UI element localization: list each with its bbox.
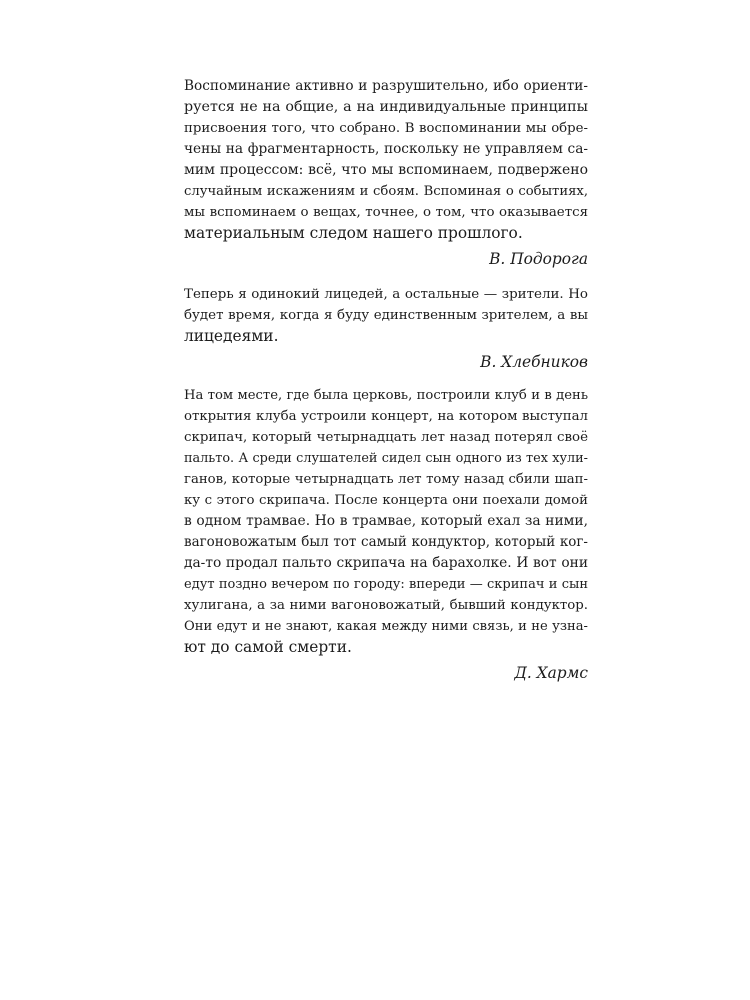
epigraph-line: ют до самой смерти. bbox=[184, 638, 352, 656]
epigraph-line: Теперь я одинокий лицедей, а остальные — зрители. Но bbox=[184, 287, 588, 302]
epigraph-line: лицедеями. bbox=[184, 327, 279, 345]
epigraph-line: ку с этого скрипача. После концерта они поехали домой bbox=[184, 493, 588, 508]
epigraph-line: пальто. А среди слушателей сидел сын одного из тех хули- bbox=[184, 451, 588, 466]
epigraph-line: будет время, когда я буду единственным зрителем, а вы bbox=[184, 308, 588, 323]
epigraph-podoroga bbox=[184, 76, 588, 270]
epigraph-line: материальным следом нашего прошлого. bbox=[184, 224, 523, 242]
epigraph-line: чены на фрагментарность, поскольку не управляем са- bbox=[184, 141, 588, 157]
epigraph-line: Воспоминание активно и разрушительно, ибо ориенти- bbox=[184, 78, 588, 94]
epigraph-author: Д. Хармс bbox=[514, 664, 588, 682]
epigraph-line: мы вспоминаем о вещах, точнее, о том, что оказывается bbox=[184, 205, 588, 220]
epigraph-author: В. Хлебников bbox=[480, 353, 588, 371]
epigraph-line: На том месте, где была церковь, построили клуб и в день bbox=[184, 388, 588, 403]
epigraph-line: ганов, которые четырнадцать лет тому назад сбили шап- bbox=[184, 472, 588, 487]
epigraph-line: да-то продал пальто скрипача на барахолке. И вот они bbox=[184, 555, 588, 571]
epigraph-line: в одном трамвае. Но в трамвае, который ехал за ними, bbox=[184, 513, 588, 529]
epigraph-line: вагоновожатым был тот самый кондуктор, который ког- bbox=[184, 534, 588, 550]
epigraph-line: мим процессом: всё, что мы вспоминаем, подвержено bbox=[184, 162, 588, 178]
epigraph-line: присвоения того, что собрано. В воспоминании мы обре- bbox=[184, 121, 588, 136]
epigraph-khlebnikov bbox=[184, 284, 588, 373]
epigraph-line: скрипач, который четырнадцать лет назад потерял своё bbox=[184, 430, 588, 445]
epigraph-line: случайным искажениям и сбоям. Вспоминая о событиях, bbox=[184, 184, 588, 199]
epigraph-line: едут поздно вечером по городу: впереди — скрипач и сын bbox=[184, 577, 588, 592]
epigraph-line: Они едут и не знают, какая между ними связь, и не узна- bbox=[184, 619, 588, 634]
epigraph-author: В. Подорога bbox=[489, 250, 588, 268]
epigraph-line: руется не на общие, а на индивидуальные принципы bbox=[184, 99, 588, 115]
epigraph-line: открытия клуба устроили концерт, на котором выступал bbox=[184, 409, 588, 424]
epigraph-line: хулигана, а за ними вагоновожатый, бывший кондуктор. bbox=[184, 598, 588, 613]
epigraph-kharms bbox=[184, 385, 588, 684]
